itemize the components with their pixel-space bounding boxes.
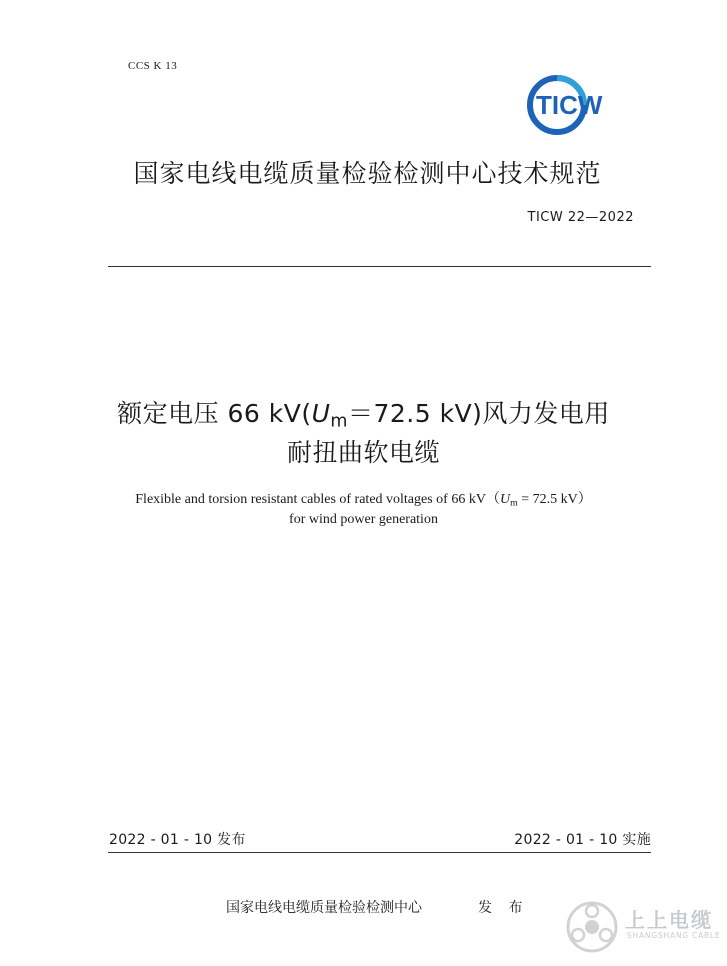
ticw-logo-icon <box>526 74 618 136</box>
implementation-date: 2022 - 01 - 10 实施 <box>514 832 651 848</box>
main-title-line1 <box>0 394 727 431</box>
issuer-name: 国家电线电缆质量检验检测中心 <box>226 900 422 916</box>
en-title-part-a: Flexible and torsion resistant cables of rated voltages of 66 kV（ <box>135 492 500 507</box>
top-divider <box>108 266 651 267</box>
watermark-subtitle: SHANGSHANG CABLE <box>627 931 721 940</box>
issue-date: 2022 - 01 - 10 发布 <box>109 832 246 848</box>
cable-logo-icon <box>565 900 619 954</box>
issue-label: 发 布 <box>478 900 529 916</box>
watermark <box>565 900 721 954</box>
watermark-name: 上上电缆 <box>625 908 713 932</box>
title-subscript-m: m <box>330 411 348 432</box>
ticw-logo <box>526 74 618 136</box>
standard-code: TICW 22—2022 <box>527 210 634 225</box>
en-symbol-u: U <box>499 492 511 507</box>
english-title-line2: for wind power generation <box>289 512 438 527</box>
title-symbol-u: U <box>311 399 331 428</box>
ccs-code: CCS K 13 <box>128 60 178 72</box>
main-title-line2: 耐扭曲软电缆 <box>286 438 440 467</box>
title-part-b: ＝72.5 kV)风力发电用 <box>347 399 610 428</box>
bottom-divider <box>108 852 651 853</box>
title-part-a: 额定电压 66 kV( <box>117 399 312 428</box>
logo-text: TICW <box>536 90 603 120</box>
en-title-part-b: = 72.5 kV） <box>517 492 592 507</box>
org-title: 国家电线电缆质量检验检测中心技术规范 <box>133 159 602 188</box>
en-subscript-m: m <box>510 497 518 509</box>
